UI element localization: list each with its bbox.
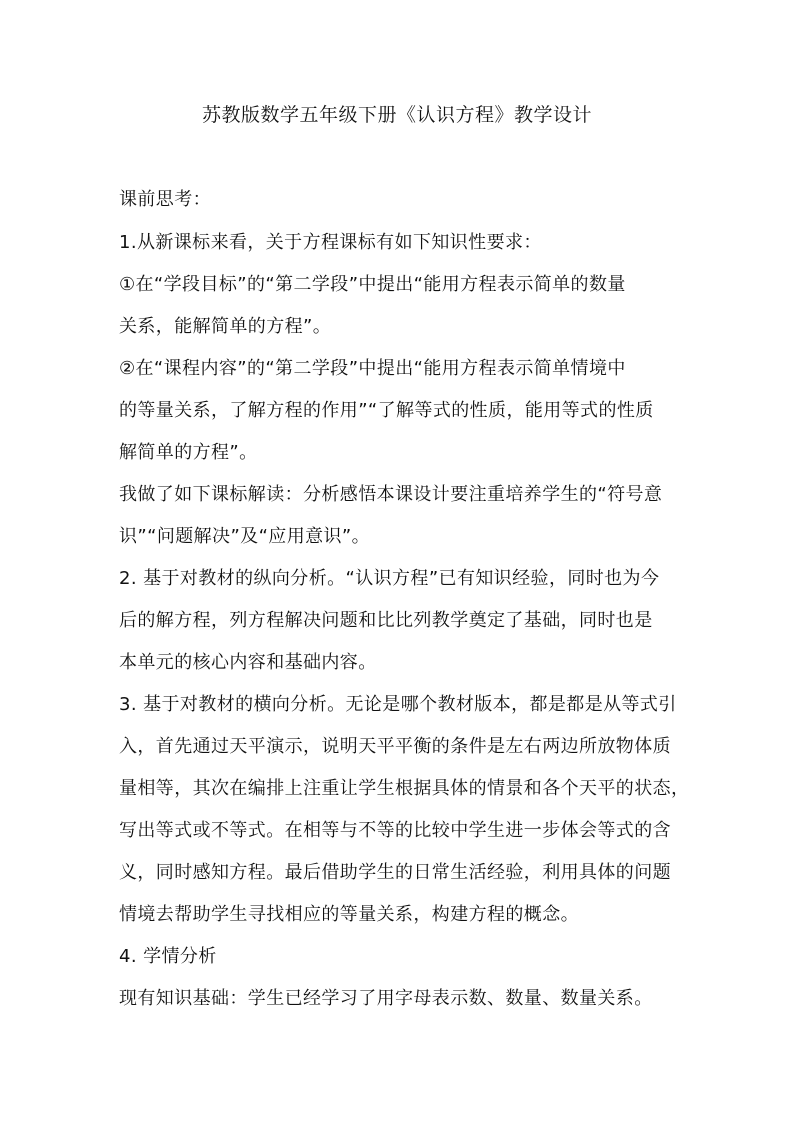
text-line: 现有知识基础：学生已经学习了用字母表示数、数量、数量关系。 xyxy=(119,988,653,1009)
text-line-4-heading: 4. 学情分析 xyxy=(119,946,217,967)
text-line: 本单元的核心内容和基础内容。 xyxy=(119,652,377,673)
text-line: 解简单的方程”。 xyxy=(119,442,258,463)
text-line: 我做了如下课标解读：分析感悟本课设计要注重培养学生的“符号意 xyxy=(119,484,663,505)
text-line: 义，同时感知方程。最后借助学生的日常生活经验，利用具体的问题 xyxy=(119,862,671,883)
text-line: 入，首先通过天平演示，说明天平平衡的条件是左右两边所放物体质 xyxy=(119,736,671,757)
document-title: 苏教版数学五年级下册《认识方程》教学设计 xyxy=(201,104,592,126)
text-line: 的等量关系，了解方程的作用”“了解等式的性质，能用等式的性质 xyxy=(119,400,654,421)
text-line: 量相等，其次在编排上注重让学生根据具体的情景和各个天平的状态， xyxy=(119,778,690,799)
text-line-2-heading: 2. 基于对教材的纵向分析。“认识方程”已有知识经验，同时也为今 xyxy=(119,568,660,589)
text-line-3-heading: 3. 基于对教材的横向分析。无论是哪个教材版本，都是都是从等式引 xyxy=(119,694,677,715)
text-line: 关系，能解简单的方程”。 xyxy=(119,316,332,337)
text-line: 识”“问题解决”及“应用意识”。 xyxy=(119,526,371,547)
text-line: 情境去帮助学生寻找相应的等量关系，构建方程的概念。 xyxy=(119,904,579,925)
text-line: 写出等式或不等式。在相等与不等的比较中学生进一步体会等式的含 xyxy=(119,820,671,841)
text-line: 后的解方程，列方程解决问题和比比列教学奠定了基础，同时也是 xyxy=(119,610,653,631)
text-line: ②在“课程内容”的“第二学段”中提出“能用方程表示简单情境中 xyxy=(119,358,626,379)
text-line-1-heading: 1.从新课标来看，关于方程课标有如下知识性要求： xyxy=(119,232,542,253)
text-line-pre-thinking: 课前思考： xyxy=(119,189,211,210)
text-line: ①在“学段目标”的“第二学段”中提出“能用方程表示简单的数量 xyxy=(119,274,626,295)
